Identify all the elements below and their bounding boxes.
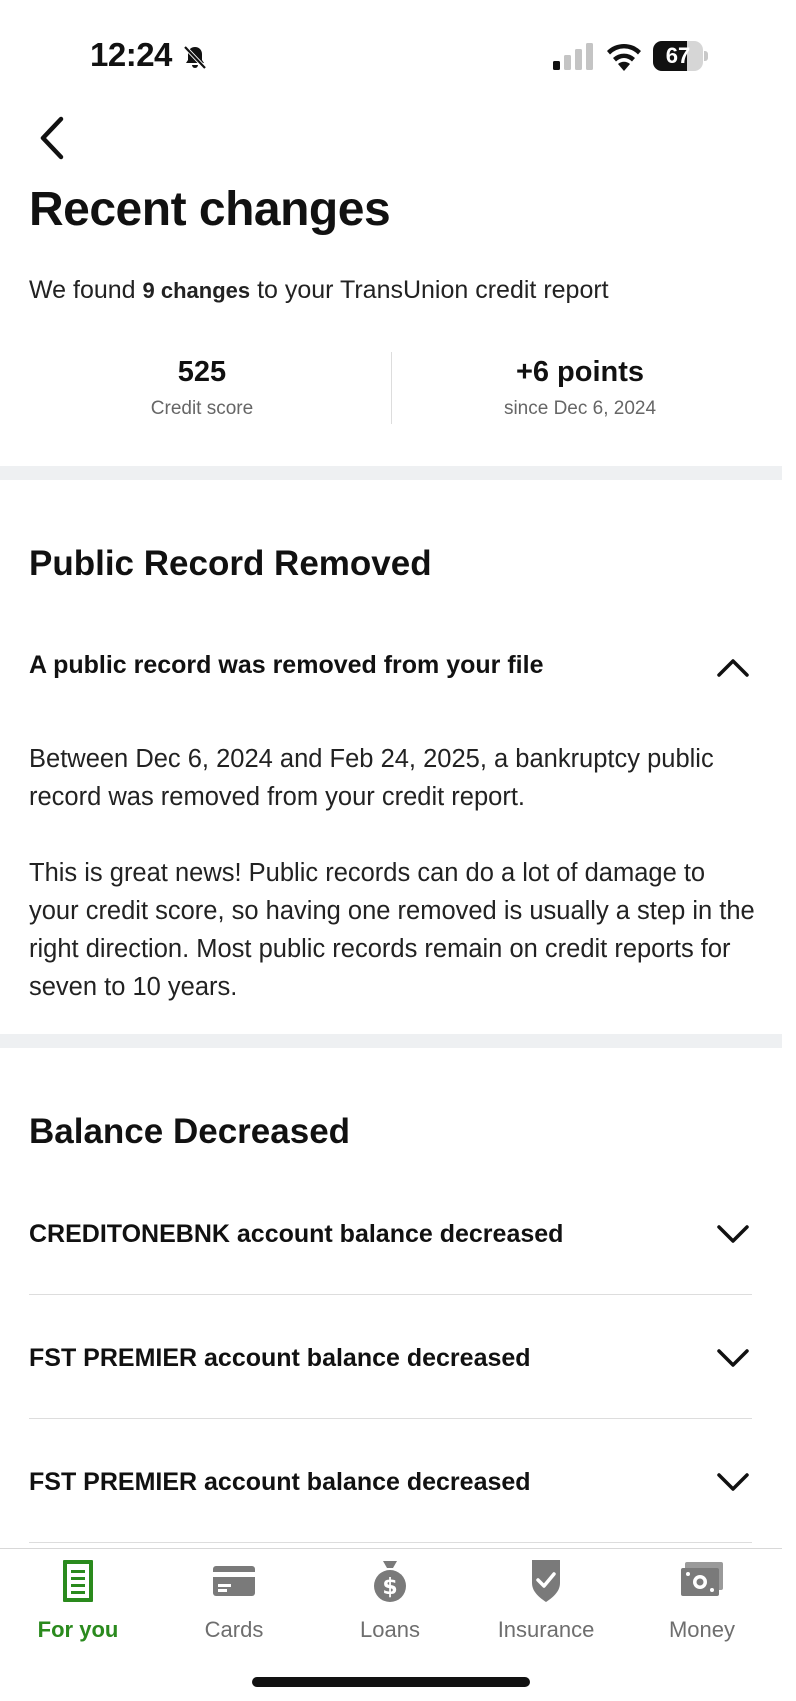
row-divider [29, 1418, 752, 1419]
public-record-paragraph-1: Between Dec 6, 2024 and Feb 24, 2025, a bankruptcy public record was removed from your credit report. [29, 745, 714, 811]
intro-suffix: to your TransUnion credit report [250, 276, 609, 304]
nav-item-insurance[interactable] [468, 1559, 624, 1659]
wifi-icon [605, 41, 643, 71]
intro-count: 9 changes [142, 278, 251, 303]
intro-prefix: We found [29, 276, 143, 304]
balance-item-title: CREDITONEBNK account balance decreased [29, 1220, 564, 1248]
chevron-down-icon[interactable] [713, 1462, 753, 1502]
balance-item-title: FST PREMIER account balance decreased [29, 1468, 531, 1496]
page-title: Recent changes [29, 183, 391, 236]
public-record-item-title: A public record was removed from your file [29, 651, 544, 679]
nav-label: For you [37, 1617, 119, 1642]
nav-label: Money [668, 1617, 736, 1642]
money-bag-icon [366, 1559, 414, 1603]
svg-text:$: $ [382, 1575, 398, 1600]
cellular-signal-icon [553, 43, 595, 70]
nav-label: Loans [360, 1617, 420, 1642]
row-divider [29, 1542, 752, 1543]
section-separator [0, 1034, 782, 1048]
chevron-down-icon[interactable] [713, 1338, 753, 1378]
row-divider [29, 1294, 752, 1295]
score-summary [0, 352, 782, 424]
nav-item-money[interactable] [624, 1559, 780, 1659]
status-time: 12:24 [90, 36, 172, 73]
balance-item-title: FST PREMIER account balance decreased [29, 1344, 531, 1372]
banknote-icon [678, 1559, 726, 1603]
chevron-left-icon [35, 115, 69, 161]
document-icon [54, 1559, 102, 1603]
nav-item-loans[interactable] [312, 1559, 468, 1659]
credit-score-value: 525 [177, 356, 227, 388]
chevron-up-icon[interactable] [713, 647, 753, 687]
score-change-label: since Dec 6, 2024 [503, 398, 657, 419]
section-separator [0, 466, 782, 480]
chevron-down-icon[interactable] [713, 1214, 753, 1254]
intro-text [29, 276, 609, 305]
home-indicator [252, 1677, 530, 1687]
battery-level: 67 [665, 43, 691, 68]
back-button[interactable] [24, 110, 80, 166]
nav-label: Insurance [497, 1617, 595, 1642]
credit-score-stat [29, 352, 375, 420]
credit-card-icon [210, 1559, 258, 1603]
shield-check-icon [522, 1559, 570, 1603]
section-title-public-record: Public Record Removed [29, 544, 432, 583]
nav-label: Cards [204, 1617, 264, 1642]
section-title-balance: Balance Decreased [29, 1112, 351, 1151]
credit-score-label: Credit score [150, 398, 254, 419]
public-record-paragraph-2: This is great news! Public records can do a lot of damage to your credit score, so having one removed is usually a step in the right direction. Most public records remain on credit reports for seven to 10 years. [29, 859, 755, 1001]
score-change-value: +6 points [515, 356, 645, 388]
battery-indicator [653, 41, 707, 71]
status-bar [0, 0, 796, 112]
bell-muted-icon [181, 43, 209, 71]
nav-item-cards[interactable] [156, 1559, 312, 1659]
score-change-stat [392, 352, 768, 420]
nav-item-for-you[interactable] [0, 1559, 156, 1659]
